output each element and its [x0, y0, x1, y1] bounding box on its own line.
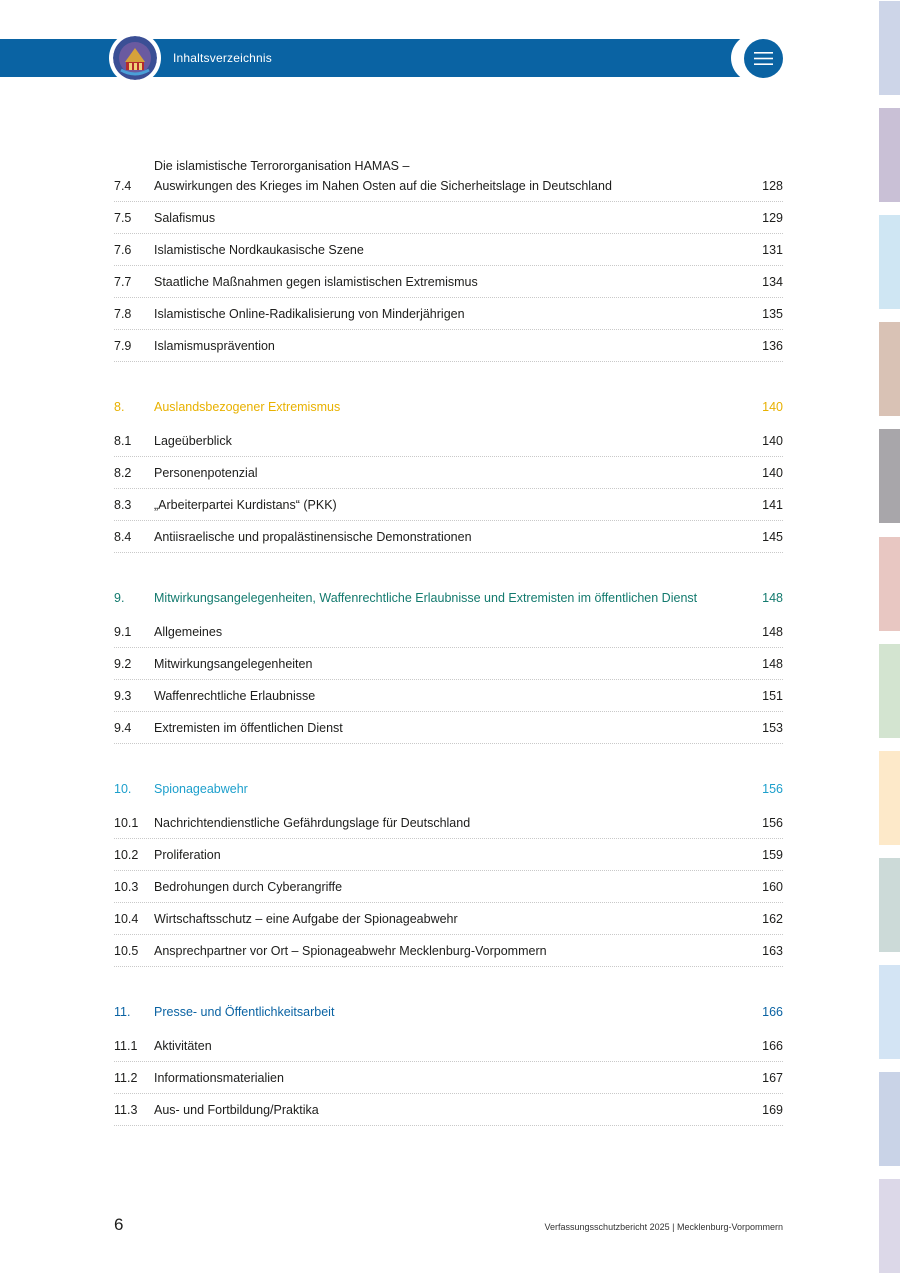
toc-entry-page: 129	[762, 211, 783, 225]
toc-entry-8-1[interactable]	[114, 425, 783, 457]
chapter-tab-7[interactable]	[879, 644, 900, 738]
toc-entry-11-2[interactable]	[114, 1062, 783, 1094]
toc-entry-page: 151	[762, 689, 783, 703]
toc-entry-title: Personenpotenzial	[154, 466, 258, 480]
toc-entry-7-7[interactable]	[114, 266, 783, 298]
toc-entry-number: 7.8	[114, 307, 132, 321]
chapter-tab-2[interactable]	[879, 108, 900, 202]
toc-entry-number: 7.9	[114, 339, 132, 353]
chapter-page: 166	[762, 1005, 783, 1019]
table-of-contents	[114, 150, 783, 1126]
toc-entry-8-3[interactable]	[114, 489, 783, 521]
toc-entry-page: 145	[762, 530, 783, 544]
chapter-tab-4[interactable]	[879, 322, 900, 416]
menu-button[interactable]	[744, 39, 783, 78]
toc-entry-title: Extremisten im öffentlichen Dienst	[154, 721, 343, 735]
chapter-page: 148	[762, 591, 783, 605]
toc-entry-page: 166	[762, 1039, 783, 1053]
toc-entry-7-6[interactable]	[114, 234, 783, 266]
toc-entry-number: 7.7	[114, 275, 132, 289]
toc-entry-7-8[interactable]	[114, 298, 783, 330]
toc-entry-title: Proliferation	[154, 848, 221, 862]
toc-entry-9-3[interactable]	[114, 680, 783, 712]
toc-entry-title: Mitwirkungsangelegenheiten	[154, 657, 313, 671]
toc-entry-number: 9.1	[114, 625, 132, 639]
chapter-page: 156	[762, 782, 783, 796]
toc-entry-page: 167	[762, 1071, 783, 1085]
toc-entry-number: 9.3	[114, 689, 132, 703]
toc-entry-10-4[interactable]	[114, 903, 783, 935]
toc-entry-title	[154, 156, 723, 196]
toc-entry-7-9[interactable]	[114, 330, 783, 362]
toc-entry-page: 160	[762, 880, 783, 894]
toc-entry-page: 140	[762, 466, 783, 480]
chapter-tab-6[interactable]	[879, 537, 900, 631]
toc-entry-title: Islamismusprävention	[154, 339, 275, 353]
toc-entry-7-4[interactable]	[114, 150, 783, 202]
toc-entry-number: 10.3	[114, 880, 139, 894]
toc-entry-page: 156	[762, 816, 783, 830]
toc-entry-title: Salafismus	[154, 211, 216, 225]
toc-entry-page: 159	[762, 848, 783, 862]
chapter-heading-10[interactable]	[114, 779, 783, 807]
toc-entry-title: Lageüberblick	[154, 434, 232, 448]
chapter-title: Spionageabwehr	[154, 782, 248, 796]
toc-entry-title: Waffenrechtliche Erlaubnisse	[154, 689, 316, 703]
toc-entry-number: 7.5	[114, 211, 132, 225]
toc-entry-page: 163	[762, 944, 783, 958]
chapter-tab-11[interactable]	[879, 1072, 900, 1166]
chapter-page: 140	[762, 400, 783, 414]
toc-entry-number: 7.4	[114, 179, 132, 193]
toc-entry-page: 148	[762, 625, 783, 639]
toc-entry-8-2[interactable]	[114, 457, 783, 489]
toc-entry-number: 11.2	[114, 1071, 138, 1085]
toc-entry-page: 128	[762, 179, 783, 193]
toc-entry-7-5[interactable]	[114, 202, 783, 234]
chapter-title: Auslandsbezogener Extremismus	[154, 400, 341, 414]
toc-entry-title: Islamistische Nordkaukasische Szene	[154, 243, 364, 257]
toc-entry-title: Informationsmaterialien	[154, 1071, 284, 1085]
toc-entry-number: 10.1	[114, 816, 139, 830]
chapter-number: 11.	[114, 1005, 131, 1019]
toc-entry-10-3[interactable]	[114, 871, 783, 903]
chapter-number: 8.	[114, 400, 125, 414]
toc-entry-10-5[interactable]	[114, 935, 783, 967]
logo-badge	[109, 32, 161, 84]
chapter-tab-9[interactable]	[879, 858, 900, 952]
toc-entry-number: 10.2	[114, 848, 139, 862]
toc-entry-title: Allgemeines	[154, 625, 223, 639]
toc-entry-number: 8.3	[114, 498, 132, 512]
toc-entry-title: Wirtschaftsschutz – eine Aufgabe der Spionageabwehr	[154, 912, 458, 926]
toc-entry-page: 162	[762, 912, 783, 926]
toc-entry-11-1[interactable]	[114, 1030, 783, 1062]
chapter-tab-10[interactable]	[879, 965, 900, 1059]
toc-entry-page: 153	[762, 721, 783, 735]
toc-entry-page: 141	[762, 498, 783, 512]
toc-entry-9-4[interactable]	[114, 712, 783, 744]
chapter-tab-5[interactable]	[879, 429, 900, 523]
chapter-heading-8[interactable]	[114, 397, 783, 425]
toc-entry-title-line1: Die islamistische Terrororganisation HAMAS –	[154, 159, 410, 173]
page-number: 6	[114, 1215, 124, 1234]
toc-entry-title: Ansprechpartner vor Ort – Spionageabwehr Mecklenburg-Vorpommern	[154, 944, 547, 958]
toc-entry-title: „Arbeiterpartei Kurdistans“ (PKK)	[154, 498, 337, 512]
toc-entry-title: Aus- und Fortbildung/Praktika	[154, 1103, 319, 1117]
toc-entry-title: Antiisraelische und propalästinensische Demonstrationen	[154, 530, 472, 544]
toc-entry-title-line2: Auswirkungen des Krieges im Nahen Osten auf die Sicherheitslage in Deutschland	[154, 179, 612, 193]
toc-entry-number: 11.1	[114, 1039, 138, 1053]
toc-entry-page: 148	[762, 657, 783, 671]
toc-entry-page: 140	[762, 434, 783, 448]
toc-entry-number: 8.1	[114, 434, 132, 448]
toc-entry-number: 7.6	[114, 243, 132, 257]
toc-entry-number: 9.4	[114, 721, 132, 735]
toc-entry-8-4[interactable]	[114, 521, 783, 553]
toc-entry-9-1[interactable]	[114, 616, 783, 648]
chapter-number: 9.	[114, 591, 125, 605]
toc-entry-11-3[interactable]	[114, 1094, 783, 1126]
toc-entry-title: Staatliche Maßnahmen gegen islamistischen Extremismus	[154, 275, 478, 289]
chapter-tab-1[interactable]	[879, 1, 900, 95]
toc-entry-number: 10.4	[114, 912, 139, 926]
toc-entry-9-2[interactable]	[114, 648, 783, 680]
chapter-tab-8[interactable]	[879, 751, 900, 845]
chapter-heading-11[interactable]	[114, 1002, 783, 1030]
chapter-tab-12[interactable]	[879, 1179, 900, 1273]
chapter-title: Presse- und Öffentlichkeitsarbeit	[154, 1005, 335, 1019]
chapter-heading-9[interactable]	[114, 588, 783, 616]
hamburger-menu-icon	[754, 51, 773, 66]
toc-entry-number: 10.5	[114, 944, 139, 958]
toc-entry-page: 135	[762, 307, 783, 321]
toc-entry-title: Aktivitäten	[154, 1039, 212, 1053]
toc-entry-10-2[interactable]	[114, 839, 783, 871]
toc-entry-page: 136	[762, 339, 783, 353]
toc-entry-title: Nachrichtendienstliche Gefährdungslage für Deutschland	[154, 816, 471, 830]
toc-entry-title: Islamistische Online-Radikalisierung von Minderjährigen	[154, 307, 465, 321]
toc-entry-10-1[interactable]	[114, 807, 783, 839]
toc-entry-title: Bedrohungen durch Cyberangriffe	[154, 880, 343, 894]
toc-entry-number: 8.4	[114, 530, 132, 544]
footer-text: Verfassungsschutzbericht 2025 | Mecklenburg-Vorpommern	[544, 1222, 783, 1232]
chapter-title: Mitwirkungsangelegenheiten, Waffenrechtliche Erlaubnisse und Extremisten im öffentlichen Dienst	[154, 591, 698, 605]
toc-entry-number: 8.2	[114, 466, 132, 480]
toc-entry-page: 131	[762, 243, 783, 257]
page-title: Inhaltsverzeichnis	[173, 51, 272, 65]
chapter-number: 10.	[114, 782, 132, 796]
toc-entry-number: 11.3	[114, 1103, 138, 1117]
toc-entry-page: 134	[762, 275, 783, 289]
coat-of-arms-logo-icon	[113, 36, 157, 80]
toc-entry-page: 169	[762, 1103, 783, 1117]
chapter-tab-3[interactable]	[879, 215, 900, 309]
toc-entry-number: 9.2	[114, 657, 132, 671]
